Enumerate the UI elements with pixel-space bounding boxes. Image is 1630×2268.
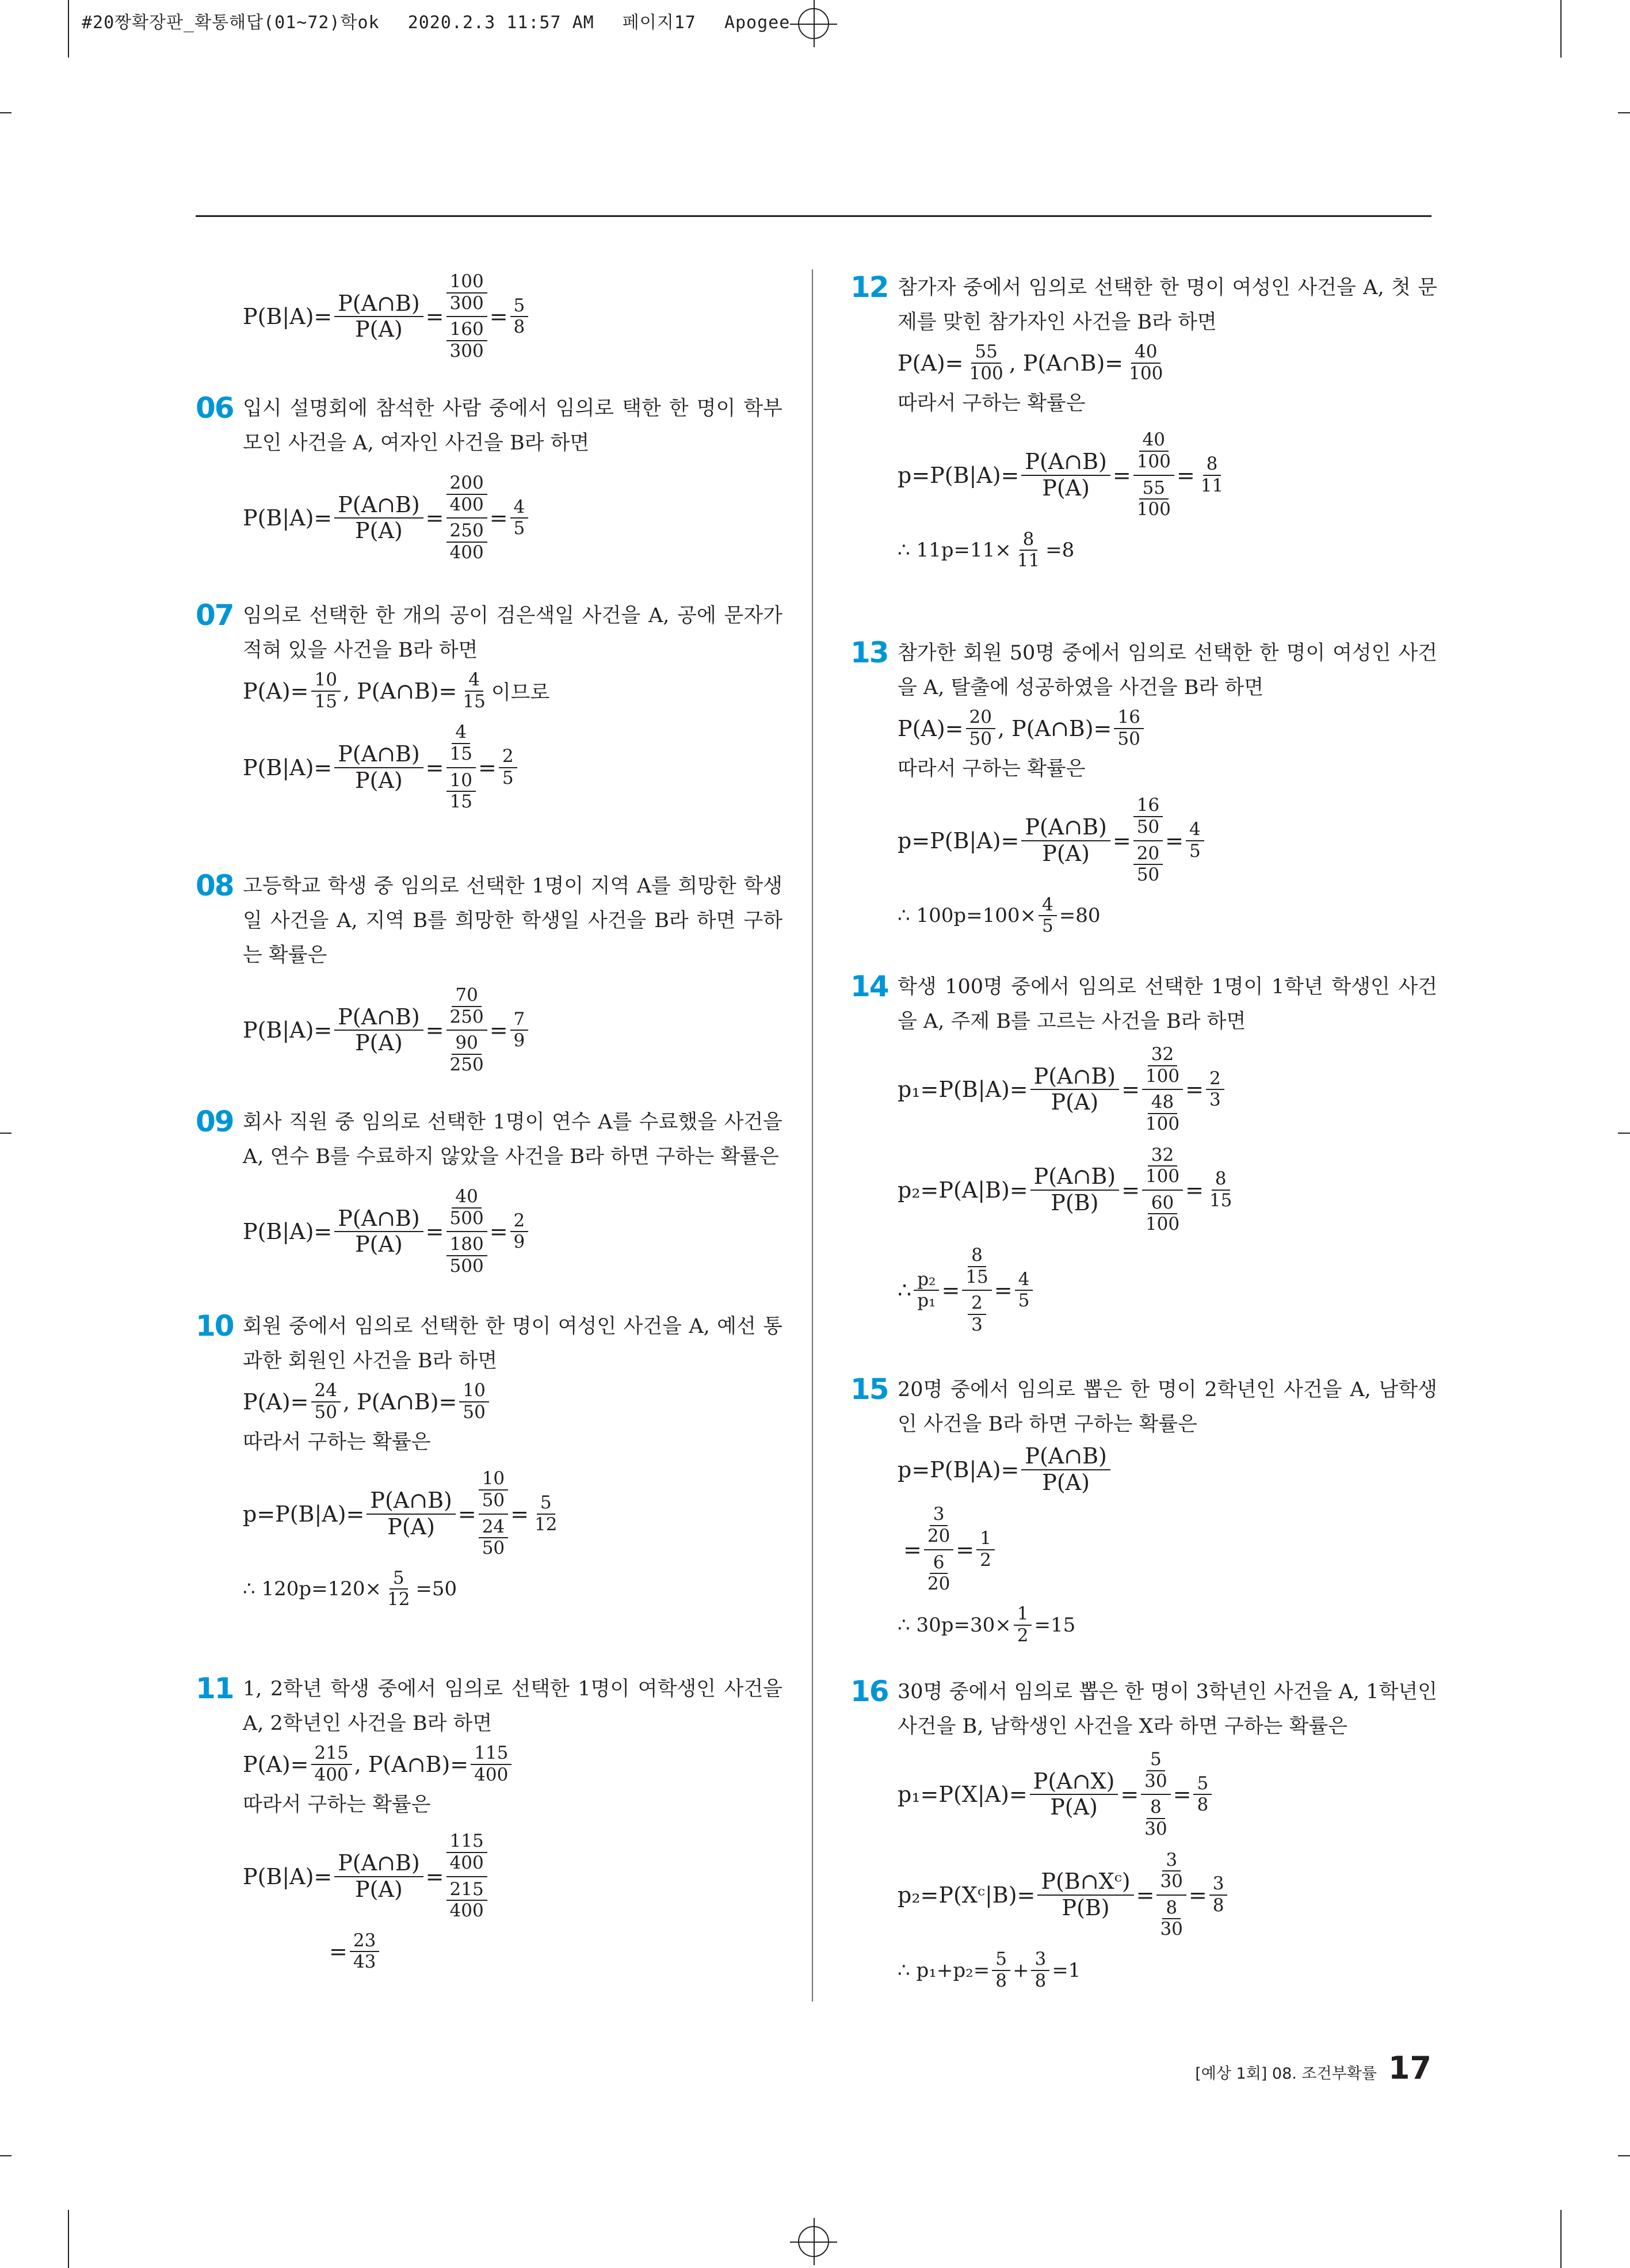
problem-text: 참가한 회원 50명 중에서 임의로 선택한 한 명이 여성인 사건을 A, 탈출에 성공하였을 사건을 B라 하면 (898, 642, 1437, 699)
slug-page: 페이지17 (622, 13, 696, 33)
problem-text: 입시 설명회에 참석한 사람 중에서 임의로 택한 한 명이 학부모인 사건을 A, 여자인 사건을 B라 하면 (243, 397, 782, 455)
crop-mark (1560, 0, 1562, 58)
crop-mark (1618, 112, 1630, 113)
final-answer: ∴ 100p=100× $\frac{4}{5}$ =80 (898, 894, 1101, 937)
registration-mark (798, 2226, 829, 2257)
final-answer: ∴ p₁+p₂= $\frac{5}{8}$ + $\frac{3}{8}$ =1 (898, 1949, 1081, 1991)
problem-number: 07 (196, 599, 234, 632)
solution-15 (850, 1373, 1437, 1646)
given-probabilities: P(A)= $\frac{10}{15}$ , P(A∩B)= $\frac{4}{15}$ 이므로 (243, 669, 550, 712)
equation-result: = $\frac{\frac{3}{20}}{\frac{6}{20}}$ = $\frac{1}{2}$ (898, 1503, 1437, 1596)
equation: P(B|A)= $\frac{P(A\cap B)}{P(A)}$ = $\frac{\frac{200}{400}}{\frac{250}{400}}$ = $\frac{4}{5}$ (243, 472, 782, 565)
equation: p₂=P(A|B)= $\frac{P(A\cap B)}{P(B)}$ = $\frac{\frac{32}{100}}{\frac{60}{100}}$ = $\frac{8}{15}$ (898, 1144, 1232, 1235)
equation: p=P(B|A)= $\frac{P(A\cap B)}{P(A)}$ = $\frac{\frac{10}{50}}{\frac{24}{50}}$ = $\frac{5}{12}$ (243, 1468, 558, 1559)
equation: p=P(B|A)= $\frac{P(A\cap B)}{P(A)}$ = $\frac{\frac{40}{100}}{\frac{55}{100}}$ = $\frac{8}{11}$ (898, 429, 1224, 520)
equation: P(B|A)= $\frac{P(A\cap B)}{P(A)}$ = $\frac{\frac{40}{500}}{\frac{180}{500}}$ = $\frac{2}{9}$ (243, 1186, 782, 1278)
header-rule (196, 215, 1432, 217)
print-slug (82, 8, 807, 33)
problem-text: 30명 중에서 임의로 뽑은 한 명이 3학년인 사건을 A, 1학년인 사건을 B, 남학생인 사건을 X라 하면 구하는 확률은 (898, 1680, 1437, 1738)
solution-14 (850, 970, 1437, 1337)
solution-10 (196, 1309, 782, 1610)
crop-mark (68, 2210, 69, 2268)
crop-mark (0, 1133, 12, 1134)
given-probabilities: P(A)= $\frac{215}{400}$ , P(A∩B)= $\frac{115}{400}$ (243, 1743, 782, 1785)
section-label: [예상 1회] 08. 조건부확률 (1195, 2065, 1377, 2083)
problem-text: 따라서 구하는 확률은 (898, 392, 1086, 416)
solution-07 (196, 599, 782, 814)
problem-text: 임의로 선택한 한 개의 공이 검은색일 사건을 A, 공에 문자가 적혀 있을 사건을 B라 하면 (243, 604, 782, 662)
problem-text: 학생 100명 중에서 임의로 선택한 1명이 1학년 학생인 사건을 A, 주제 B를 고르는 사건을 B라 하면 (898, 975, 1437, 1033)
problem-number: 08 (196, 869, 234, 902)
problem-number: 15 (850, 1373, 888, 1406)
solution-09 (196, 1105, 782, 1278)
final-answer: ∴ 11p=11× $\frac{8}{11}$ =8 (898, 528, 1075, 571)
problem-number: 12 (850, 270, 888, 304)
crop-mark (1618, 2155, 1630, 2156)
problem-text: 따라서 구하는 확률은 (243, 1793, 431, 1817)
registration-mark (798, 8, 829, 39)
problem-number: 06 (196, 391, 234, 425)
problem-text: 회원 중에서 임의로 선택한 한 명이 여성인 사건을 A, 예선 통과한 회원인 사건을 B라 하면 (243, 1315, 782, 1373)
page-footer (1195, 2050, 1432, 2086)
solution-06 (196, 391, 782, 565)
problem-text: 따라서 구하는 확률은 (243, 1431, 431, 1454)
problem-number: 11 (196, 1672, 234, 1705)
problem-number: 10 (196, 1309, 234, 1343)
solution-11 (196, 1672, 782, 1973)
page-number: 17 (1388, 2050, 1432, 2086)
problem-text: 회사 직원 중 임의로 선택한 1명이 연수 A를 수료했을 사건을 A, 연수 B를 수료하지 않았을 사건을 B라 하면 구하는 확률은 (243, 1111, 782, 1168)
slug-file: #20짱확장판_확통해답(01~72)학ok (82, 13, 380, 33)
final-answer: ∴ 120p=120× $\frac{5}{12}$ =50 (243, 1567, 457, 1610)
problem-number: 13 (850, 636, 888, 669)
crop-mark (1560, 2210, 1562, 2268)
crop-mark (68, 0, 69, 58)
problem-text: 고등학교 학생 중 임의로 선택한 1명이 지역 A를 희망한 학생일 사건을 A, 지역 B를 희망한 학생일 사건을 B라 하면 구하는 확률은 (243, 875, 782, 967)
crop-mark (0, 112, 12, 113)
problem-text: 따라서 구하는 확률은 (898, 757, 1086, 781)
given-probabilities: P(A)= $\frac{55}{100}$ , P(A∩B)= $\frac{40}{100}$ (898, 341, 1163, 384)
problem-text: 20명 중에서 임의로 뽑은 한 명이 2학년인 사건을 A, 남학생인 사건을 B라 하면 구하는 확률은 (898, 1378, 1437, 1436)
crop-mark (0, 2155, 12, 2156)
equation: p₂=P(Xᶜ|B)= $\frac{\text{P(B∩Xᶜ)}}{P(B)}$ = $\frac{\frac{3}{30}}{\frac{8}{30}}$ = $\frac{3}{8}$ (898, 1849, 1437, 1942)
equation: p=P(B|A)= $\frac{P(A\cap B)}{P(A)}$ (898, 1444, 1437, 1495)
problem-number: 14 (850, 970, 888, 1003)
solution-13 (850, 636, 1437, 937)
equation: p=P(B|A)= $\frac{P(A\cap B)}{P(A)}$ = $\frac{\frac{16}{50}}{\frac{20}{50}}$ = $\frac{4}{5}$ (898, 794, 1437, 887)
equation: P(B|A)= $\frac{P(A\cap B)}{P(A)}$ = $\frac{\frac{100}{300}}{\frac{160}{300}}$ = $\frac{5}{8}$ (243, 270, 782, 363)
final-answer: ∴ $\frac{\text{p₂}}{\text{p₁}}$ = $\frac{\frac{8}{15}}{\frac{2}{3}}$ = $\frac{4}{5}$ (898, 1244, 1437, 1337)
equation: P(B|A)= $\frac{P(A\cap B)}{P(A)}$ = $\frac{\frac{115}{400}}{\frac{215}{400}}$ (243, 1830, 782, 1923)
column-divider (812, 269, 813, 2002)
crop-mark (1618, 1133, 1630, 1134)
problem-text: 1, 2학년 학생 중에서 임의로 선택한 1명이 여학생인 사건을 A, 2학년인 사건을 B라 하면 (243, 1678, 782, 1735)
solution-08 (196, 869, 782, 1077)
equation: p₁=P(B|A)= $\frac{P(A\cap B)}{P(A)}$ = $\frac{\frac{32}{100}}{\frac{48}{100}}$ = $\frac{2}{3}$ (898, 1043, 1437, 1136)
slug-app: Apogee (724, 13, 791, 33)
equation-result: = $\frac{23}{43}$ (243, 1931, 782, 1973)
given-probabilities: P(A)= $\frac{20}{50}$ , P(A∩B)= $\frac{16}{50}$ (898, 707, 1437, 749)
problem-text: 참가자 중에서 임의로 선택한 한 명이 여성인 사건을 A, 첫 문제를 맞힌 참가자인 사건을 B라 하면 (898, 276, 1437, 334)
problem-number: 09 (196, 1105, 234, 1138)
slug-date: 2020.2.3 11:57 AM (407, 13, 594, 33)
problem-number: 16 (850, 1675, 888, 1708)
equation: p₁=P(X|A)= $\frac{P(A\cap X)}{P(A)}$ = $\frac{\frac{5}{30}}{\frac{8}{30}}$ = $\frac{5}{8}$ (898, 1748, 1437, 1841)
given-probabilities: P(A)= $\frac{24}{50}$ , P(A∩B)= $\frac{10}{50}$ (243, 1381, 782, 1423)
solution-16 (850, 1675, 1437, 1991)
solution-05-continued (196, 270, 782, 363)
final-answer: ∴ 30p=30× $\frac{1}{2}$ =15 (898, 1603, 1076, 1646)
solution-12 (850, 270, 1437, 571)
equation: P(B|A)= $\frac{P(A\cap B)}{P(A)}$ = $\frac{\frac{70}{250}}{\frac{90}{250}}$ = $\frac{7}{9}$ (243, 984, 782, 1077)
equation: P(B|A)= $\frac{P(A\cap B)}{P(A)}$ = $\frac{\frac{4}{15}}{\frac{10}{15}}$ = $\frac{2}{5}$ (243, 721, 782, 814)
